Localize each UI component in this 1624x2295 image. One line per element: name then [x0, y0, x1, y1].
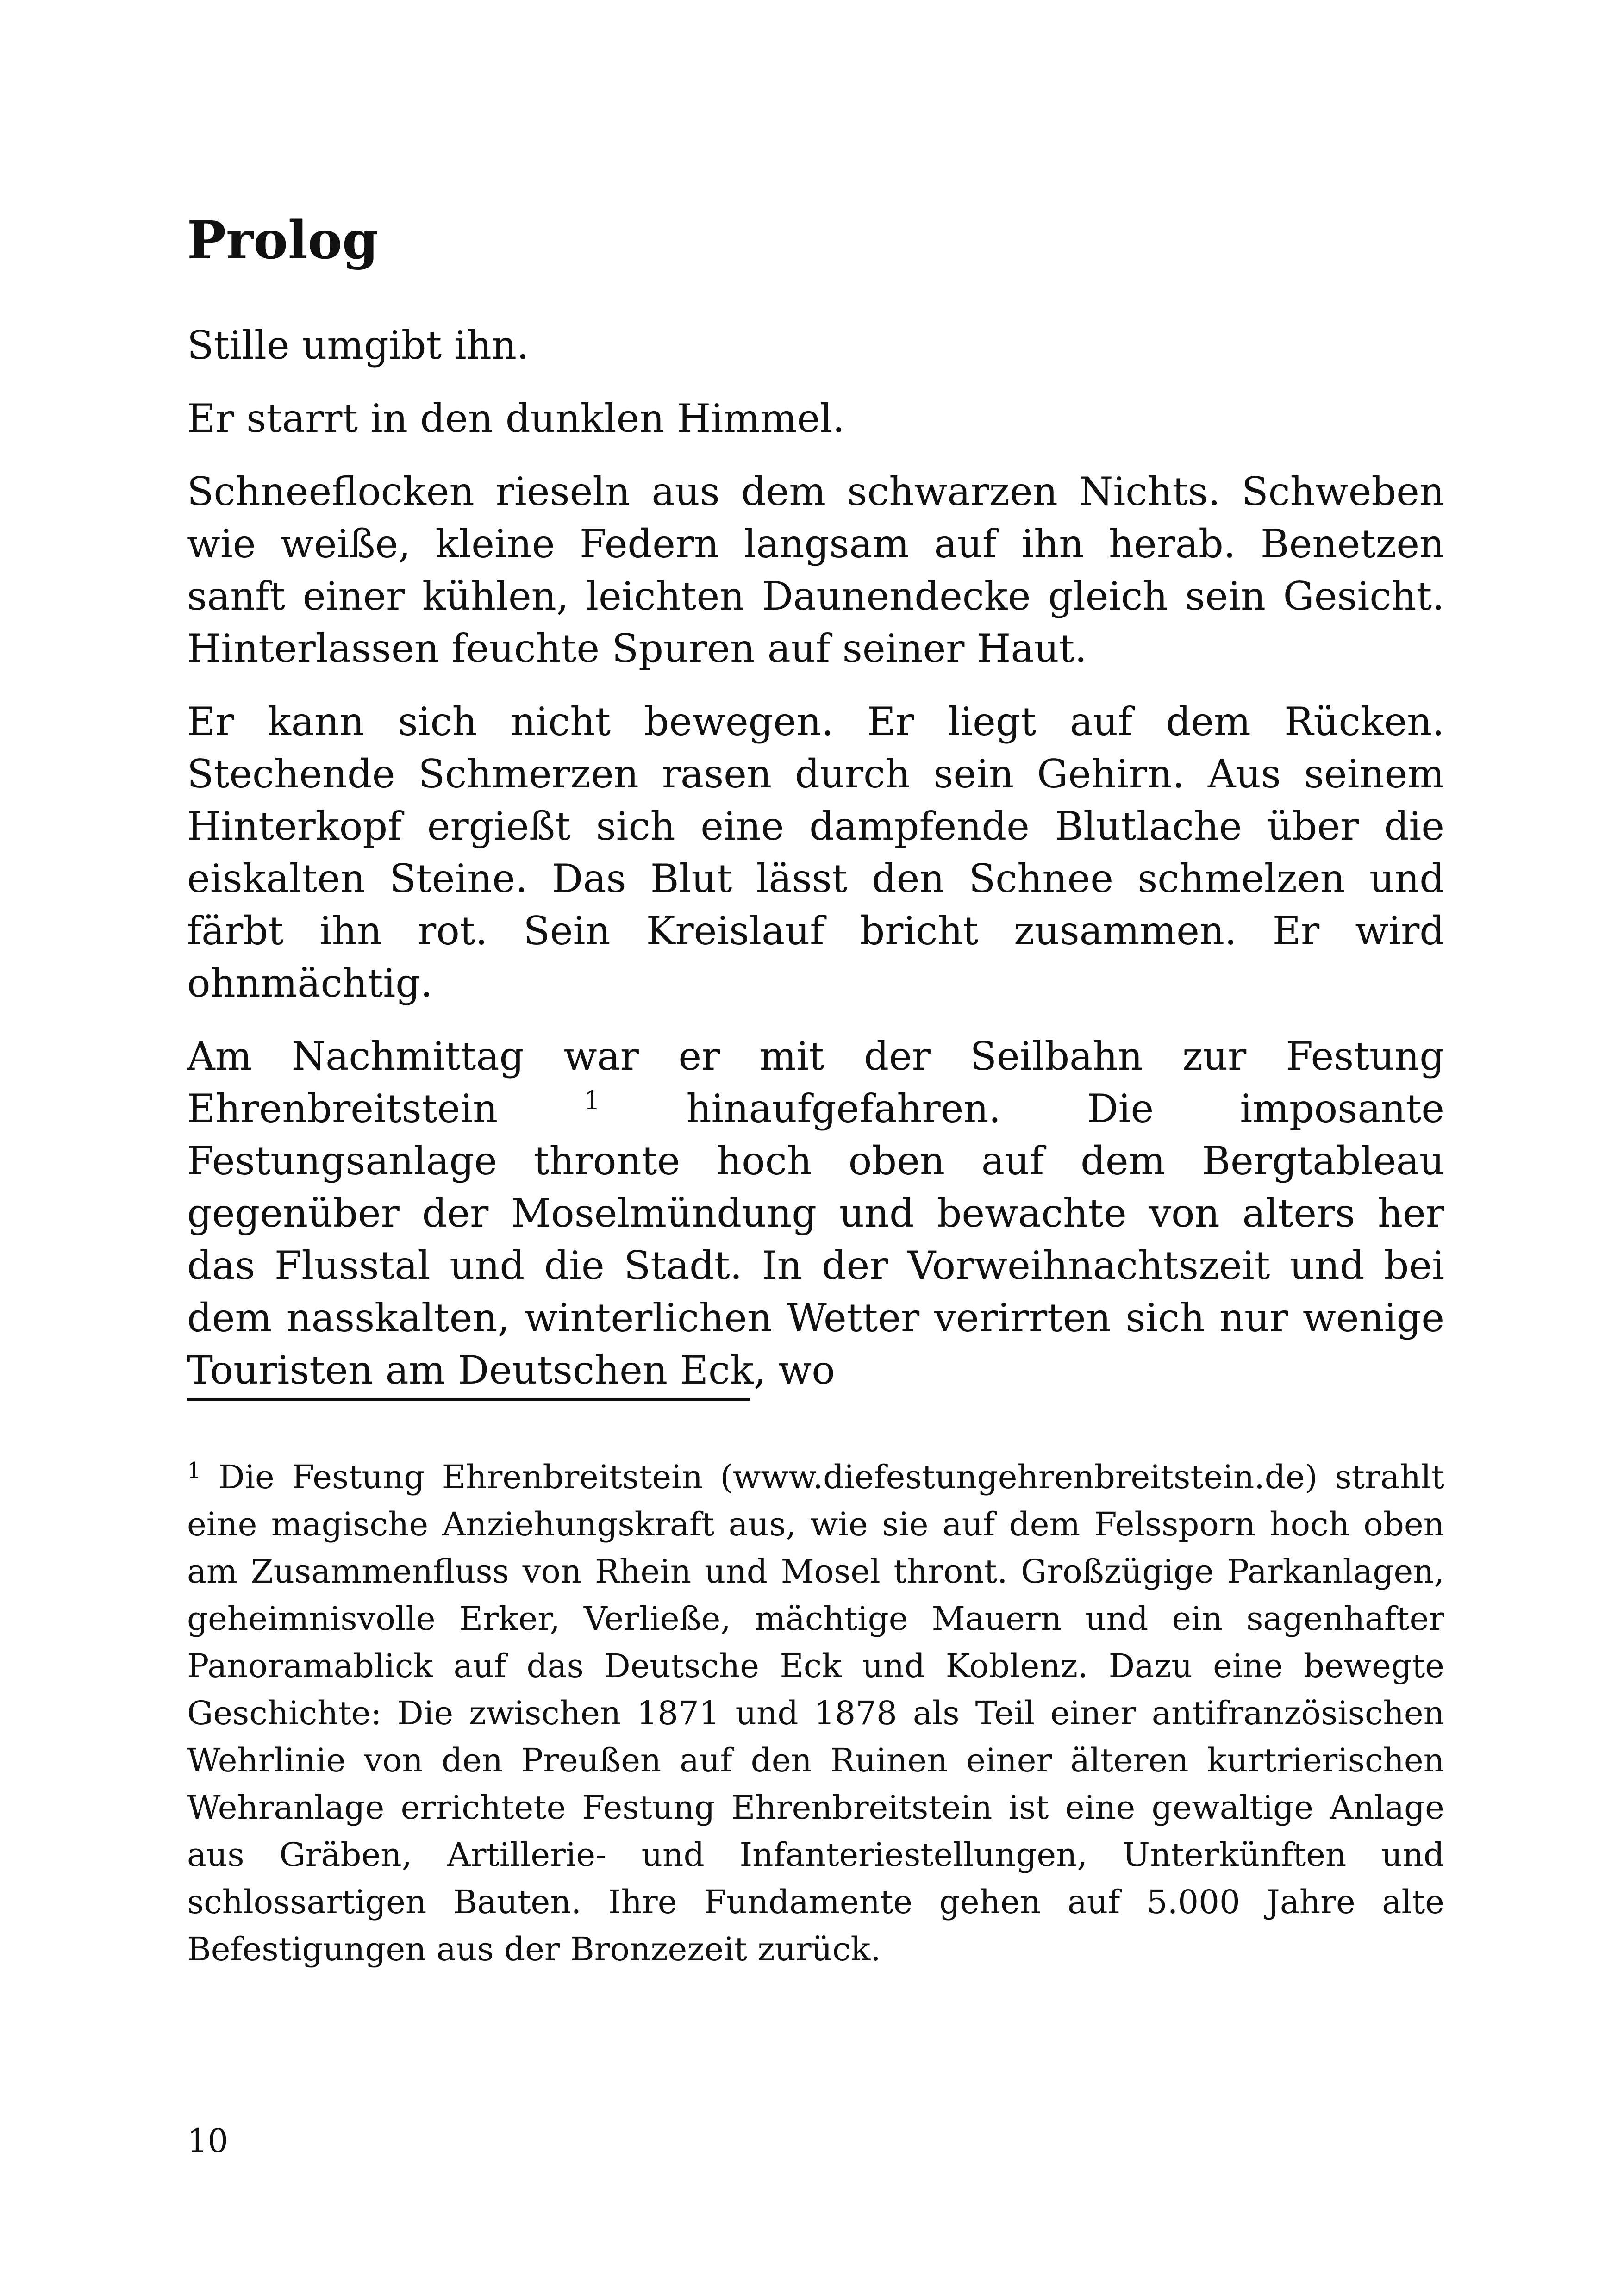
- footnote-text: Die Festung Ehrenbreitstein (www.diefestungehrenbreitstein.de) strahlt eine magische Anziehungskraft aus, wie sie auf dem Felssporn hoch oben am Zusammenfluss von Rhein und Mosel thront. Großzügige Parkanlagen, geheimnisvolle Erker, Verließe, mächtige Mauern und ein sagenhafter Panoramablick auf das Deutsche Eck und Koblenz. Dazu eine bewegte Geschichte: Die zwischen 1871 und 1878 als Teil einer antifranzösischen Wehrlinie von den Preußen auf den Ruinen einer älteren kurtrierischen Wehranlage errichtete Festung Ehrenbreitstein ist eine gewaltige Anlage aus Gräben, Artillerie- und Infanteriestellungen, Unterkünften und schlossartigen Bauten. Ihre Fundamente gehen auf 5.000 Jahre alte Befestigungen aus der Bronzezeit zurück.: [187, 1458, 1444, 1968]
- footnote-divider: [187, 1398, 750, 1401]
- paragraph: Er kann sich nicht bewegen. Er liegt auf dem Rücken. Stechende Schmerzen rasen durch sein Gehirn. Aus seinem Hinterkopf ergießt sich eine dampfende Blutlache über die eiskalten Steine. Das Blut lässt den Schnee schmelzen und färbt ihn rot. Sein Kreislauf bricht zusammen. Er wird ohnmächtig.: [187, 699, 1444, 1006]
- body-text: [187, 319, 1444, 1417]
- footnote-reference[interactable]: 1: [584, 1085, 600, 1115]
- chapter-title: Prolog: [187, 210, 379, 271]
- book-page: [187, 0, 1444, 2295]
- footnote-mark: 1: [187, 1458, 201, 1484]
- paragraph-text-before-ref: Am Nachmittag war er mit der Seilbahn zur Festung Ehrenbreitstein: [187, 1034, 1444, 1131]
- paragraph: [187, 1030, 1444, 1397]
- paragraph: Er starrt in den dunklen Himmel.: [187, 396, 845, 441]
- footnote: [187, 1453, 1444, 1973]
- paragraph-text-after-ref: hinaufgefahren. Die imposante Festungsanlage thronte hoch oben auf dem Bergtableau gegenüber der Moselmündung und bewachte von alters her das Flusstal und die Stadt. In der Vorweihnachtszeit und bei dem nasskalten, winterlichen Wetter verirrten sich nur wenige Touristen am Deutschen Eck, wo: [187, 1086, 1444, 1393]
- paragraph: Stille umgibt ihn.: [187, 323, 529, 368]
- page-number: 10: [187, 2122, 229, 2160]
- paragraph: Schneeflocken rieseln aus dem schwarzen Nichts. Schweben wie weiße, kleine Federn langsam auf ihn herab. Benetzen sanft einer kühlen, leichten Daunendecke gleich sein Gesicht. Hinterlassen feuchte Spuren auf seiner Haut.: [187, 469, 1444, 671]
